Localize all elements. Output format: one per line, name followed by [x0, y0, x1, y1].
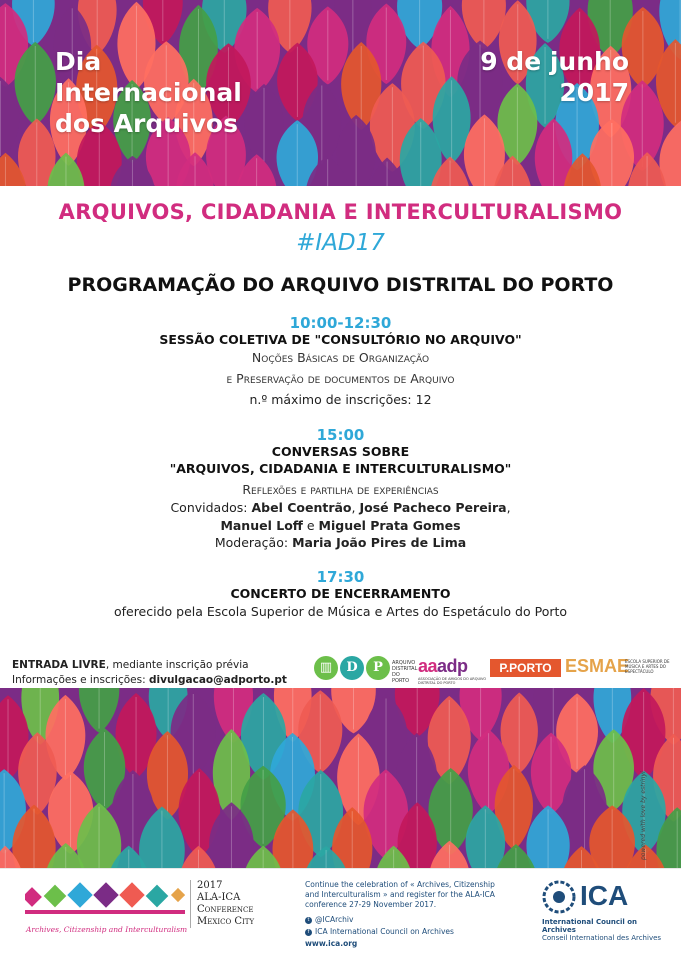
twitter-row[interactable] — [305, 915, 520, 925]
adp-p-logo: P — [366, 656, 390, 680]
celebration-info — [305, 880, 520, 949]
celebration-text-1: Continue the celebration of « Archives, Citizenship — [305, 880, 495, 889]
aaadp-logo-b: adp — [437, 656, 468, 676]
event-title — [55, 46, 242, 139]
session-2-guests-line-1 — [0, 500, 681, 515]
moderation-label: Moderação: — [214, 535, 293, 550]
ica-logo — [542, 880, 672, 914]
archive-building-icon: ▥ — [314, 656, 338, 680]
aaadp-logo-a: aa — [418, 656, 438, 676]
event-title-line-3: dos Arquivos — [55, 109, 238, 138]
contact-email[interactable]: divulgacao@adporto.pt — [148, 674, 287, 686]
adp-d-logo: D — [340, 656, 364, 680]
aaadp-caption: ASSOCIAÇÃO DE AMIGOS DO ARQUIVO DISTRITAL DO PORTO — [418, 677, 487, 685]
ala-caption: Archives, Citizenship and Interculturalism — [26, 925, 188, 934]
adp-logo-caption: ARQUIVO DISTRITAL DO PORTO — [392, 660, 418, 684]
session-2-title-2: "ARQUIVOS, CIDADANIA E INTERCULTURALISMO" — [169, 461, 512, 476]
hashtag: #IAD17 — [296, 230, 385, 256]
esmae-logo: ESMAE — [565, 656, 630, 676]
footer-divider — [0, 868, 681, 869]
session-1-subtitle-2: e Preservação de documentos de Arquivo — [226, 371, 455, 386]
entry-info — [12, 658, 287, 688]
bottom-banner — [0, 688, 681, 868]
free-entry-label: ENTRADA LIVRE — [12, 659, 106, 671]
event-title-line-1: Dia — [55, 47, 102, 76]
separator: , — [351, 500, 360, 515]
program-title: PROGRAMAÇÃO DO ARQUIVO DISTRITAL DO PORTO — [67, 274, 614, 296]
event-date-line-1: 9 de junho — [480, 47, 629, 76]
ala-year: 2017 — [197, 880, 223, 891]
powered-credit-text: powered with love by estrinyi — [640, 771, 647, 860]
esmae-caption: ESCOLA SUPERIOR DE MÚSICA E ARTES DO ESPECTÁCULO — [625, 659, 670, 674]
info-label: Informações e inscrições: — [12, 674, 149, 686]
ala-conference-block — [190, 880, 254, 928]
session-2-moderation — [0, 535, 681, 550]
session-3-subtitle: oferecido pela Escola Superior de Música e Artes do Espetáculo do Porto — [113, 604, 568, 619]
session-1-capacity: n.º máximo de inscrições: 12 — [249, 392, 432, 407]
event-date-line-2: 2017 — [559, 78, 629, 107]
entry-free-line — [12, 658, 287, 673]
celebration-text-3: conference 27-29 November 2017. — [305, 900, 437, 909]
aaadp-logo — [418, 656, 468, 677]
guests-label: Convidados: — [170, 500, 252, 515]
ala-city: Mexico City — [197, 916, 255, 927]
ala-name: ALA-ICA — [197, 892, 241, 903]
session-1-title: SESSÃO COLETIVA DE "CONSULTÓRIO NO ARQUIVO" — [159, 332, 522, 347]
pporto-logo: P.PORTO — [490, 659, 561, 677]
event-date — [480, 46, 629, 108]
theme-title: ARQUIVOS, CIDADANIA E INTERCULTURALISMO — [58, 200, 623, 224]
ica-wordmark: ICA — [580, 880, 629, 911]
twitter-handle: @ICArchiv — [315, 915, 354, 924]
ica-logo-block — [542, 880, 672, 942]
session-3-title: CONCERTO DE ENCERRAMENTO — [230, 586, 451, 601]
ica-name-fr: Conseil International des Archives — [542, 934, 662, 942]
powered-credit — [640, 750, 654, 860]
separator: , — [506, 500, 511, 515]
entry-info-line — [12, 673, 287, 688]
separator: e — [302, 518, 319, 533]
session-2-guests-line-2 — [0, 518, 681, 533]
session-2-subtitle: Reflexões e partilha de experiências — [242, 482, 439, 497]
facebook-row[interactable] — [305, 927, 520, 937]
celebration-text-2: and Interculturalism » and register for the ALA-ICA — [305, 890, 495, 899]
partner-logos — [314, 656, 674, 686]
ala-conference: Conference — [197, 904, 254, 915]
session-1-time: 10:00-12:30 — [289, 314, 392, 332]
session-2-time: 15:00 — [316, 426, 365, 444]
free-entry-rest: , mediante inscrição prévia — [105, 659, 249, 671]
session-2-title-1: CONVERSAS SOBRE — [271, 444, 410, 459]
website-link[interactable]: www.ica.org — [305, 939, 358, 948]
ica-emblem-icon — [542, 880, 576, 914]
ica-name-en: International Council on Archives — [542, 918, 638, 934]
guest-name: Miguel Prata Gomes — [318, 518, 461, 533]
ala-ica-weave-logo — [25, 880, 185, 922]
session-3-time: 17:30 — [316, 568, 365, 586]
leaf-pattern-bottom — [0, 688, 681, 868]
guest-name: Abel Coentrão — [251, 500, 352, 515]
twitter-icon: t — [305, 917, 312, 924]
guest-name: José Pacheco Pereira — [359, 500, 507, 515]
facebook-icon: f — [305, 929, 312, 936]
facebook-name: ICA International Council on Archives — [315, 927, 454, 936]
guest-name: Manuel Loff — [220, 518, 303, 533]
event-title-line-2: Internacional — [55, 78, 242, 107]
session-1-subtitle-1: Noções Básicas de Organização — [251, 350, 430, 365]
moderator-name: Maria João Pires de Lima — [292, 535, 467, 550]
